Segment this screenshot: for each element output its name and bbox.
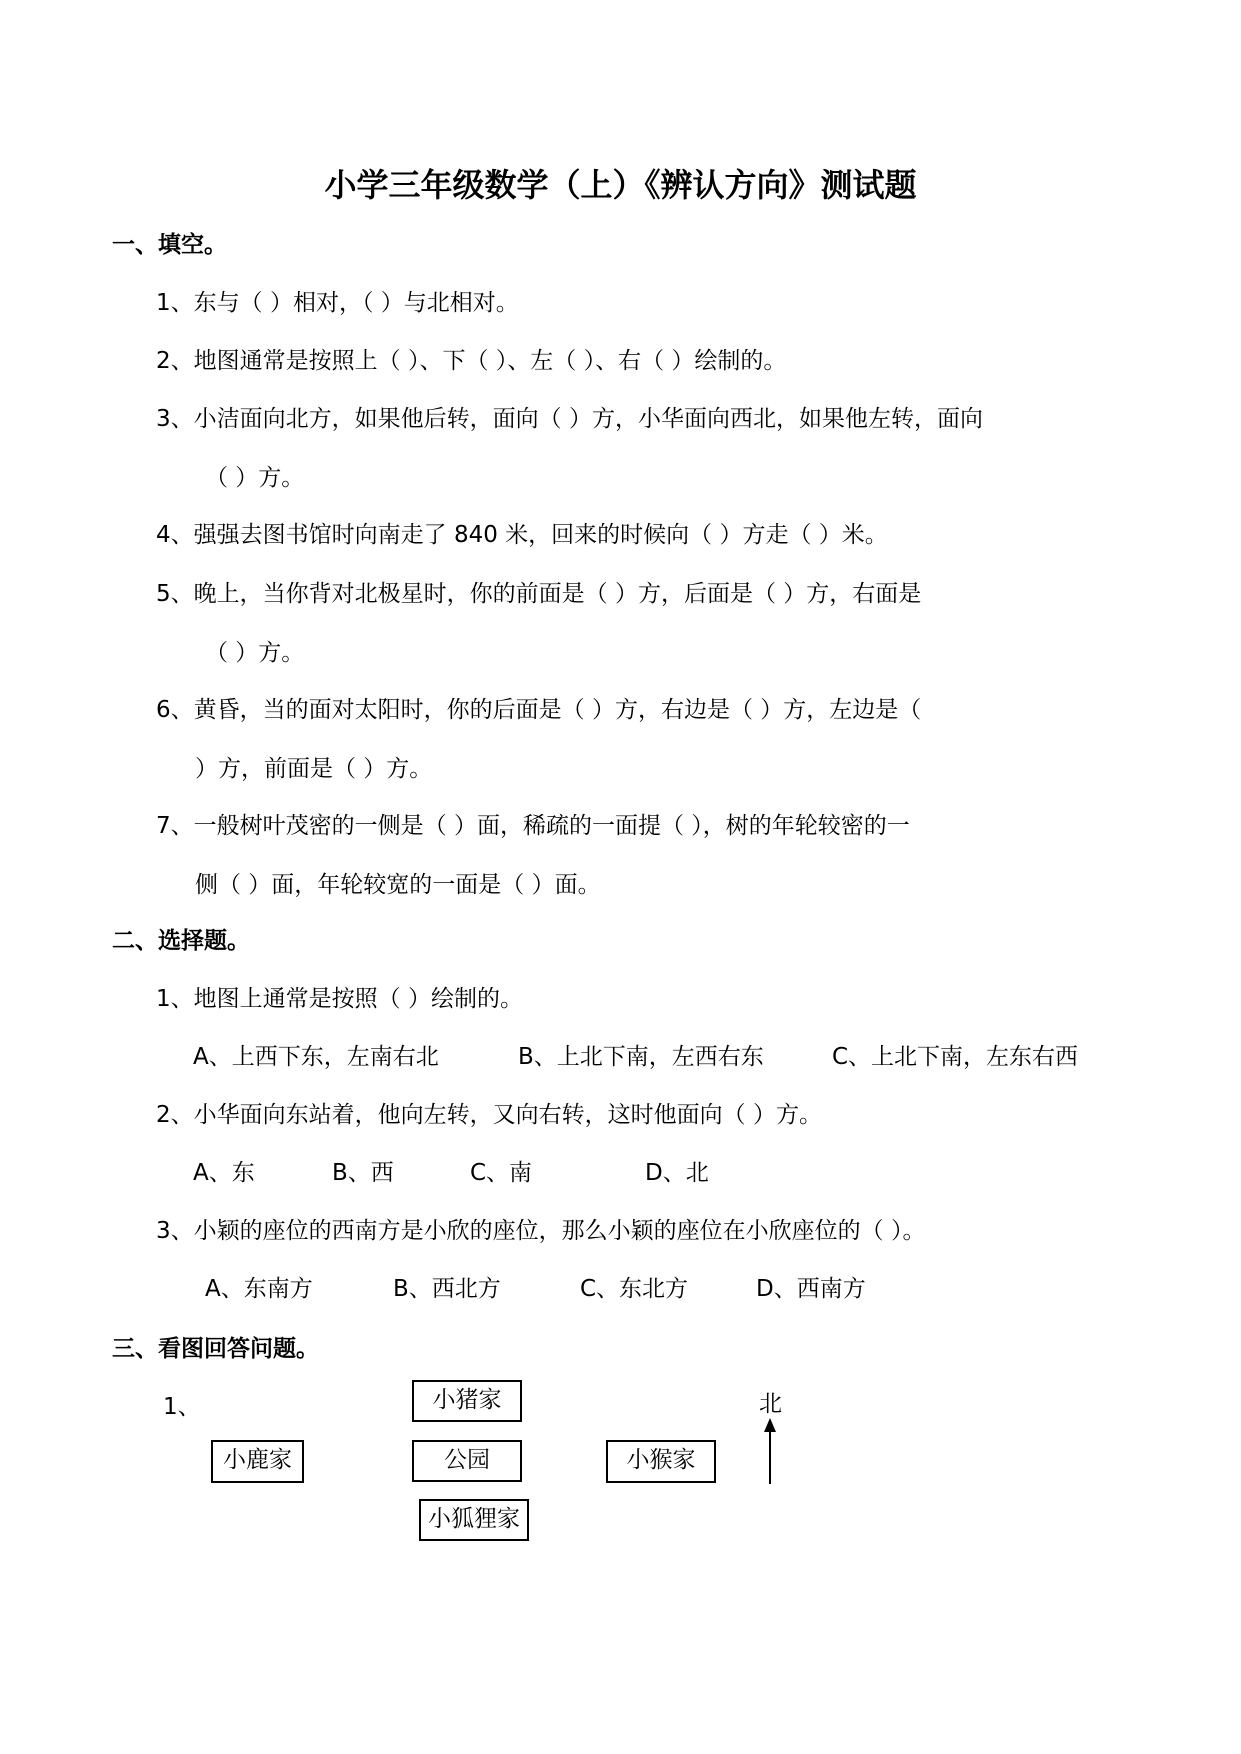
pig-house-box: 小猪家	[412, 1380, 522, 1422]
choice-option: A、东	[193, 1160, 255, 1186]
choice-option: C、东北方	[580, 1276, 689, 1302]
fill-question-3: 3、小洁面向北方，如果他后转，面向（ ）方，小华面向西北，如果他左转，面向	[156, 406, 983, 432]
fill-question-5: 5、晚上，当你背对北极星时，你的前面是（ ）方，后面是（ ）方，右面是	[156, 581, 922, 607]
park-box: 公园	[412, 1440, 522, 1482]
choice-question-2: 2、小华面向东站着，他向左转，又向右转，这时他面向（ ）方。	[156, 1102, 822, 1128]
monkey-house-box: 小猴家	[606, 1440, 716, 1483]
choice-option: D、西南方	[756, 1276, 866, 1302]
fill-question-6: 6、黄昏，当的面对太阳时，你的后面是（ ）方，右边是（ ）方，左边是（	[156, 697, 922, 723]
north-arrow-icon	[760, 1418, 780, 1484]
fill-question-4: 4、强强去图书馆时向南走了 840 米，回来的时候向（ ）方走（ ）米。	[156, 522, 888, 548]
choice-option: B、西北方	[393, 1276, 501, 1302]
deer-house-box: 小鹿家	[211, 1440, 304, 1483]
fill-question-1: 1、东与（ ）相对，（ ）与北相对。	[156, 290, 519, 316]
choice-option: C、南	[470, 1160, 533, 1186]
fill-question-3-cont: （ ）方。	[205, 465, 305, 491]
fox-house-box: 小狐狸家	[419, 1499, 529, 1541]
section-heading-diagram: 三、看图回答问题。	[112, 1336, 319, 1362]
choice-question-3: 3、小颖的座位的西南方是小欣的座位，那么小颖的座位在小欣座位的（ ）。	[156, 1218, 926, 1244]
choice-option: A、上西下东，左南右北	[193, 1044, 439, 1070]
section-heading-choice: 二、选择题。	[112, 928, 250, 954]
fill-question-2: 2、地图通常是按照上（ ）、下（ ）、左（ ）、右（ ）绘制的。	[156, 348, 787, 374]
page-title: 小学三年级数学（上）《辨认方向》测试题	[324, 166, 917, 204]
diagram-question-1: 1、	[163, 1394, 201, 1420]
fill-question-7: 7、一般树叶茂密的一侧是（ ）面，稀疏的一面提（ ），树的年轮较密的一	[156, 813, 910, 839]
choice-question-1: 1、地图上通常是按照（ ）绘制的。	[156, 986, 523, 1012]
choice-option: B、上北下南，左西右东	[518, 1044, 764, 1070]
choice-option: A、东南方	[205, 1276, 313, 1302]
choice-option: D、北	[645, 1160, 709, 1186]
section-heading-fill-blank: 一、填空。	[112, 232, 227, 258]
fill-question-7-cont: 侧（ ）面，年轮较宽的一面是（ ）面。	[195, 872, 601, 898]
fill-question-6-cont: ）方，前面是（ ）方。	[195, 756, 433, 782]
choice-option: C、上北下南，左东右西	[832, 1044, 1079, 1070]
fill-question-5-cont: （ ）方。	[205, 640, 305, 666]
north-label: 北	[759, 1391, 782, 1417]
choice-option: B、西	[332, 1160, 394, 1186]
